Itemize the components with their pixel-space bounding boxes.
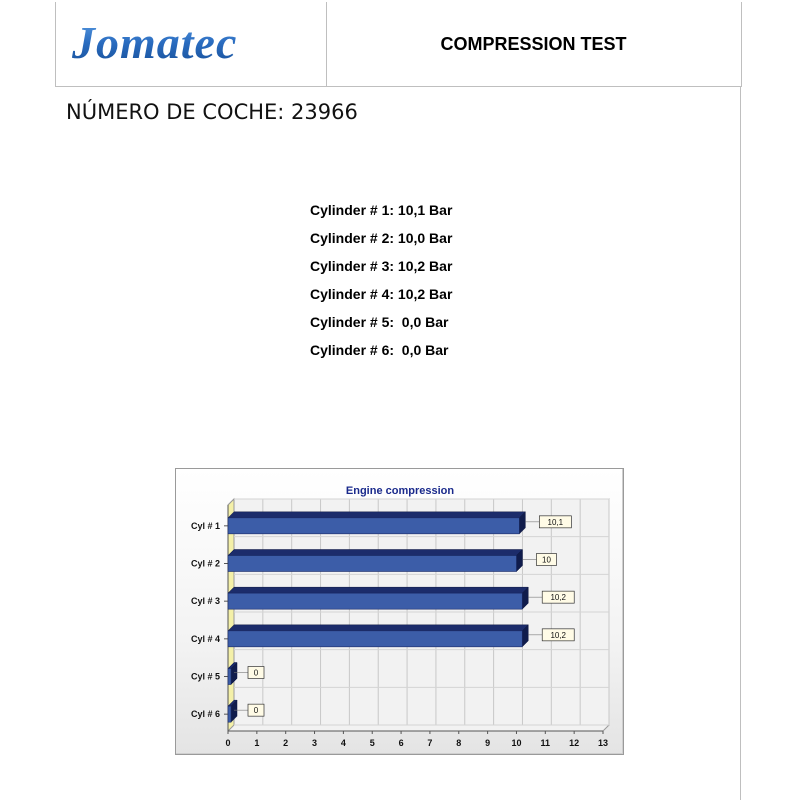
cylinder-reading: Cylinder # 1: 10,1 Bar	[310, 202, 453, 218]
bar-top	[228, 512, 525, 518]
category-label: Cyl # 6	[190, 709, 220, 720]
data-label: 10	[542, 555, 551, 565]
bar-top	[228, 587, 528, 593]
x-tick-label: 3	[312, 738, 318, 748]
bar	[228, 669, 231, 685]
x-tick-label: 8	[456, 738, 462, 748]
cylinder-readings	[310, 200, 570, 368]
chart-canvas	[176, 469, 625, 756]
jomatec-logo: Jomatec	[72, 17, 238, 68]
bar	[228, 518, 519, 534]
x-tick-label: 10	[511, 738, 522, 748]
bar-top	[228, 550, 522, 556]
report-header	[55, 2, 742, 87]
data-label: 0	[253, 706, 259, 716]
x-tick-label: 0	[225, 738, 231, 748]
cylinder-reading: Cylinder # 4: 10,2 Bar	[310, 286, 453, 302]
category-label: Cyl # 4	[190, 633, 220, 644]
bar	[228, 631, 522, 647]
x-tick-label: 12	[569, 738, 580, 748]
car-number: NÚMERO DE COCHE: 23966	[66, 100, 358, 124]
bar	[228, 593, 522, 609]
engine-compression-chart	[175, 468, 624, 755]
data-label: 10,2	[550, 593, 567, 603]
x-tick-label: 11	[540, 738, 551, 748]
document-title: COMPRESSION TEST	[440, 33, 627, 54]
category-label: Cyl # 2	[190, 558, 220, 569]
data-label: 10,2	[550, 630, 567, 640]
bar	[228, 706, 231, 722]
cylinder-reading: Cylinder # 3: 10,2 Bar	[310, 258, 453, 274]
chart-title: Engine compression	[345, 485, 455, 497]
x-tick-label: 13	[597, 738, 609, 748]
data-label: 0	[253, 668, 259, 678]
bar-top	[228, 625, 528, 631]
cylinder-reading: Cylinder # 5: 0,0 Bar	[310, 314, 449, 330]
cylinder-reading: Cylinder # 2: 10,0 Bar	[310, 230, 453, 246]
category-label: Cyl # 3	[190, 596, 220, 607]
data-label: 10,1	[547, 517, 564, 527]
bar	[228, 556, 516, 572]
category-label: Cyl # 5	[190, 671, 220, 682]
x-tick-label: 7	[427, 738, 433, 748]
cylinder-reading: Cylinder # 6: 0,0 Bar	[310, 342, 449, 358]
x-tick-label: 6	[398, 738, 404, 748]
x-tick-label: 1	[254, 738, 260, 748]
category-label: Cyl # 1	[190, 520, 220, 531]
x-tick-label: 5	[369, 738, 375, 748]
page-border	[740, 86, 741, 800]
x-tick-label: 9	[485, 738, 491, 748]
x-tick-label: 2	[283, 738, 289, 748]
x-tick-label: 4	[340, 738, 346, 748]
